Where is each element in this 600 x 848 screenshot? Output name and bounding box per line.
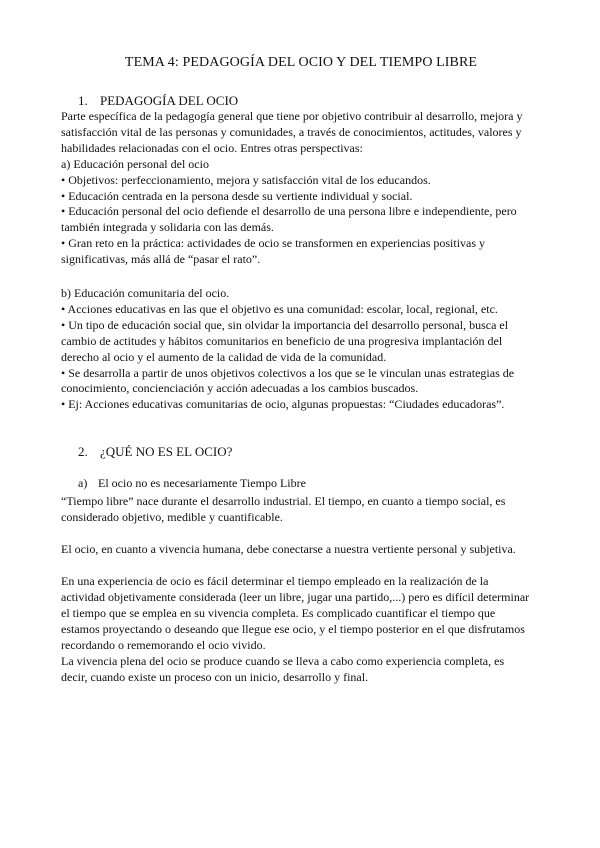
text-line: cambio de actitudes y hábitos comunitarios en beneficio de una progresiva implantación del [61, 333, 503, 348]
section-2a-number: a) [78, 476, 88, 490]
bullet-item: • Ej: Acciones educativas comunitarias de ocio, algunas propuestas: “Ciudades educadoras”. [61, 397, 505, 412]
text-line: estamos proyectando o deseando que llegue ese ocio, y el tiempo posterior en el que disfrutamos [61, 621, 525, 636]
section-2-heading [78, 444, 232, 460]
section-2-number: 2. [78, 444, 88, 459]
bullet-item: • Gran reto en la práctica: actividades de ocio se transformen en experiencias positivas y [61, 236, 486, 251]
section-2-title: ¿QUÉ NO ES EL OCIO? [100, 444, 233, 459]
bullet-item: • Educación centrada en la persona desde su vertiente individual y social. [61, 188, 413, 203]
text-line: significativas, más allá de “pasar el rato”. [61, 252, 261, 267]
bullet-item: • Acciones educativas en las que el objetivo es una comunidad: escolar, local, regional, etc. [61, 301, 498, 316]
text-line: Parte específica de la pedagogía general que tiene por objetivo contribuir al desarrollo, mejora y [61, 109, 523, 123]
paragraph-tiempo-libre [61, 494, 537, 526]
section-2a-heading [78, 476, 306, 491]
text-line: En una experiencia de ocio es fácil determinar el tiempo empleado en la realización de la [61, 574, 489, 588]
text-line: La vivencia plena del ocio se produce cuando se lleva a cabo como experiencia completa, es [61, 654, 505, 668]
section-1-intro [61, 109, 537, 268]
subheading-community: b) Educación comunitaria del ocio. [61, 286, 230, 300]
paragraph-experiencia [61, 574, 537, 654]
text-line: El ocio, en cuanto a vivencia humana, debe conectarse a nuestra vertiente personal y subjetiva. [61, 542, 516, 556]
text-line: el tiempo que se emplea en su vivencia completa. Es complicado cuantificar el tiempo que [61, 605, 496, 620]
paragraph-vivencia [61, 542, 537, 558]
section-1-number: 1. [78, 93, 88, 108]
bullet-item: • Se desarrolla a partir de unos objetivos colectivos a los que se le vinculan unas estrategias de [61, 365, 515, 380]
page-title: TEMA 4: PEDAGOGÍA DEL OCIO Y DEL TIEMPO LIBRE [124, 55, 478, 70]
bullet-item: • Educación personal del ocio defiende el desarrollo de una persona libre e independiente, pero [61, 204, 517, 219]
paragraph-vivencia-plena [61, 654, 537, 686]
text-line: actividad objetivamente considerada (leer un libre, jugar una partido,...) pero es difícil determinar [61, 589, 530, 604]
text-line: conocimiento, concienciación y acción adecuadas a los cambios buscados. [61, 381, 419, 396]
text-line: recordando o rememorando el ocio vivido. [61, 637, 266, 652]
text-line: “Tiempo libre” nace durante el desarrollo industrial. El tiempo, en cuanto a tiempo social, es [61, 494, 506, 508]
bullet-item: • Un tipo de educación social que, sin olvidar la importancia del desarrollo personal, busca el [61, 317, 509, 332]
text-line: decir, cuando existe un proceso con un inicio, desarrollo y final. [61, 669, 369, 684]
text-line: también integrada y solidaria con las demás. [61, 220, 274, 235]
text-line: habilidades relacionadas con el ocio. Entres otras perspectivas: [61, 140, 363, 155]
section-1-title: PEDAGOGÍA DEL OCIO [100, 93, 239, 108]
subheading-personal: a) Educación personal del ocio [61, 156, 209, 171]
section-2a-title: El ocio no es necesariamente Tiempo Libre [98, 476, 306, 490]
text-line: considerado objetivo, medible y cuantificable. [61, 509, 283, 524]
text-line: derecho al ocio y el aumento de la calidad de vida de la comunidad. [61, 349, 387, 364]
text-line: satisfacción vital de las personas y comunidades, a través de conocimientos, actitudes, valores y [61, 124, 522, 139]
section-1-community [61, 286, 537, 413]
bullet-item: • Objetivos: perfeccionamiento, mejora y satisfacción vital de los educandos. [61, 172, 431, 187]
section-1-heading [78, 93, 238, 109]
